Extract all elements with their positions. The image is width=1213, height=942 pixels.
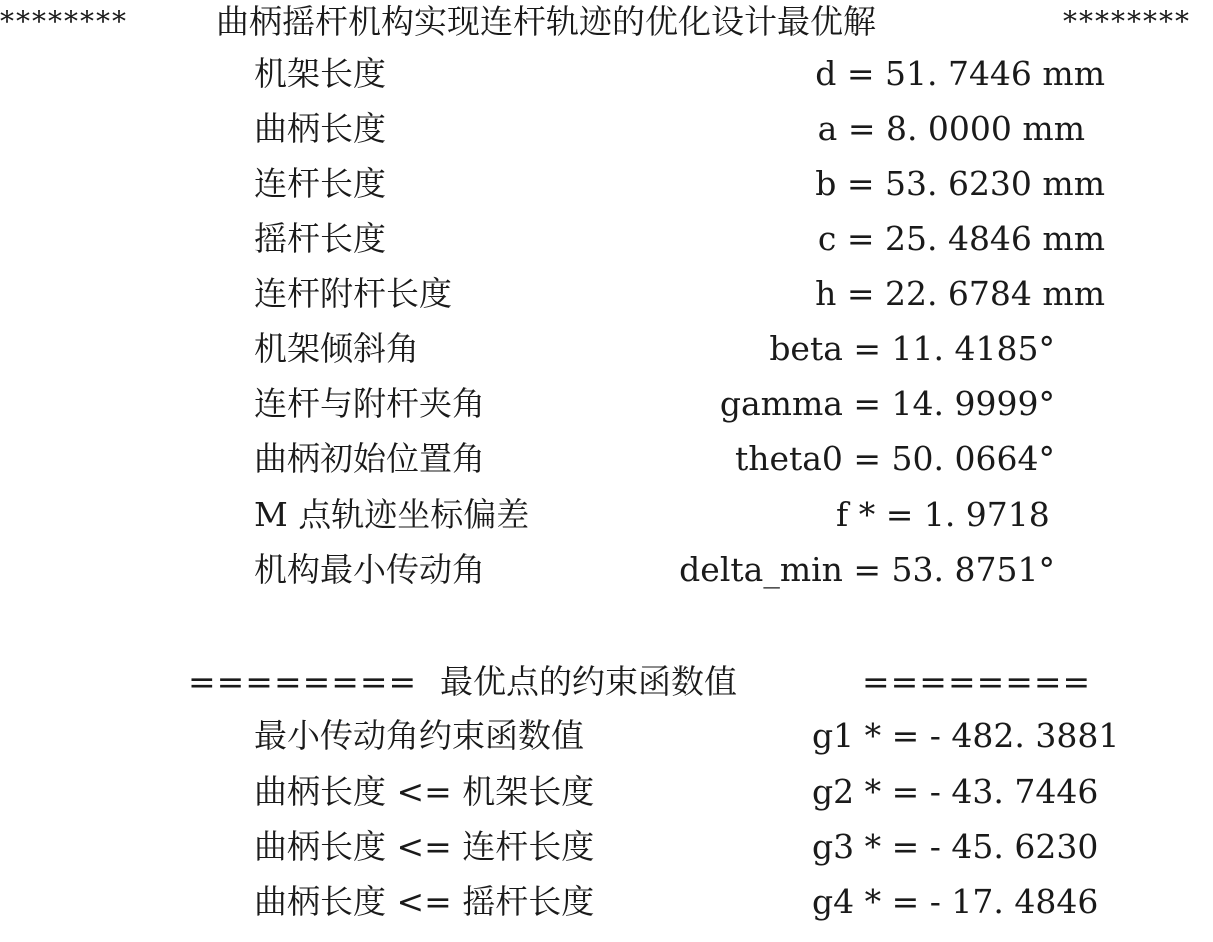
constraint-row bbox=[0, 764, 1213, 820]
constraint-row bbox=[0, 874, 1213, 930]
constraint-value: g4 * = - 17. 4846 bbox=[812, 882, 1099, 921]
constraint-value: g2 * = - 43. 7446 bbox=[812, 772, 1099, 811]
result-value: c = 25. 4846 mm bbox=[817, 219, 1105, 258]
result-label: 连杆附杆长度 bbox=[254, 274, 452, 313]
result-value: theta0 = 50. 0664° bbox=[734, 439, 1055, 478]
constraints-header bbox=[0, 654, 1213, 710]
result-value: a = 8. 0000 mm bbox=[817, 109, 1085, 148]
header-stars-left: ******** bbox=[0, 5, 128, 38]
constraint-value: g3 * = - 45. 6230 bbox=[812, 827, 1099, 866]
header-stars-right: ******** bbox=[1063, 5, 1191, 38]
result-row bbox=[0, 431, 1213, 487]
constraint-label: 曲柄长度 <= 摇杆长度 bbox=[254, 882, 595, 921]
result-value: beta = 11. 4185° bbox=[769, 329, 1055, 368]
result-row bbox=[0, 101, 1213, 157]
constraint-row bbox=[0, 708, 1213, 764]
constraint-row bbox=[0, 819, 1213, 875]
result-label: 机架倾斜角 bbox=[254, 329, 419, 368]
result-label: 连杆长度 bbox=[254, 164, 386, 203]
result-label: 机架长度 bbox=[254, 54, 386, 93]
result-row bbox=[0, 266, 1213, 322]
result-row bbox=[0, 487, 1213, 543]
result-label: 连杆与附杆夹角 bbox=[254, 384, 485, 423]
result-value: b = 53. 6230 mm bbox=[815, 164, 1105, 203]
result-value: gamma = 14. 9999° bbox=[719, 384, 1055, 423]
result-label: 曲柄长度 bbox=[254, 109, 386, 148]
result-row bbox=[0, 542, 1213, 598]
result-label: 曲柄初始位置角 bbox=[254, 439, 485, 478]
result-label: M 点轨迹坐标偏差 bbox=[254, 495, 530, 534]
result-row bbox=[0, 46, 1213, 102]
result-value: d = 51. 7446 mm bbox=[815, 54, 1105, 93]
header-title: 曲柄摇杆机构实现连杆轨迹的优化设计最优解 bbox=[216, 2, 876, 41]
result-label: 摇杆长度 bbox=[254, 219, 386, 258]
constraints-title: 最优点的约束函数值 bbox=[440, 662, 737, 701]
constraints-eq-right: ======== bbox=[862, 662, 1092, 701]
constraints-eq-left: ======== bbox=[188, 662, 418, 701]
result-row bbox=[0, 211, 1213, 267]
constraint-label: 最小传动角约束函数值 bbox=[254, 716, 584, 755]
result-row bbox=[0, 156, 1213, 212]
result-value: h = 22. 6784 mm bbox=[815, 274, 1105, 313]
result-label: 机构最小传动角 bbox=[254, 550, 485, 589]
result-row bbox=[0, 321, 1213, 377]
header-line bbox=[0, 0, 1213, 50]
result-row bbox=[0, 376, 1213, 432]
constraint-value: g1 * = - 482. 3881 bbox=[812, 716, 1120, 755]
constraint-label: 曲柄长度 <= 连杆长度 bbox=[254, 827, 595, 866]
result-value: delta_min = 53. 8751° bbox=[679, 550, 1055, 589]
result-value: f * = 1. 9718 bbox=[836, 495, 1050, 534]
constraint-label: 曲柄长度 <= 机架长度 bbox=[254, 772, 595, 811]
